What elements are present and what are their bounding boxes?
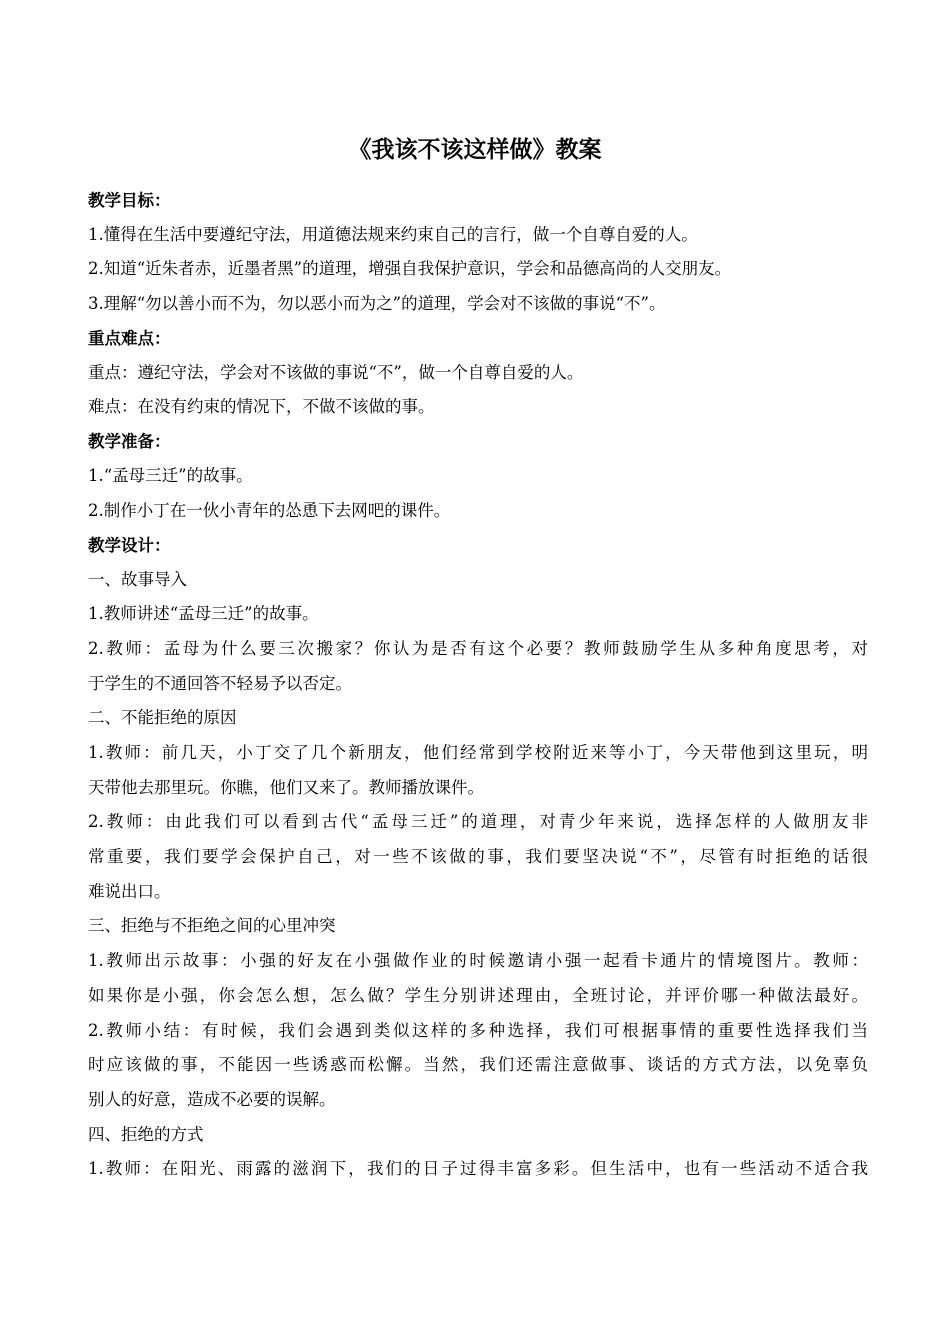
paragraph-line: 2.教师：由此我们可以看到古代“孟母三迁”的道理，对青少年来说，选择怎样的人做朋友非 [88,812,868,831]
objective-item: 3.理解“勿以善小而不为，勿以恶小而为之”的道理，学会对不该做的事说“不”。 [88,294,666,313]
paragraph-line: 时应该做的事，不能因一些诱惑而松懈。当然，我们还需注意做事、谈话的方式方法，以免辜负 [88,1055,868,1074]
page-title: 《我该不该这样做》教案 [348,137,602,163]
key-point-text: 重点：遵纪守法，学会对不该做的事说“不”，做一个自尊自爱的人。 [88,363,584,382]
preparation-heading: 教学准备： [88,432,171,451]
difficult-point-text: 难点：在没有约束的情况下，不做不该做的事。 [88,397,435,416]
section-title: 四、拒绝的方式 [88,1125,204,1144]
objective-item: 1.懂得在生活中要遵纪守法，用道德法规来约束自己的言行，做一个自尊自爱的人。 [88,225,698,244]
objectives-heading: 教学目标： [88,191,171,210]
paragraph-line: 2.教师：孟母为什么要三次搬家？你认为是否有这个必要？教师鼓励学生从多种角度思考，对 [88,639,868,658]
paragraph-line: 天带他去那里玩。你瞧，他们又来了。教师播放课件。 [88,778,484,797]
paragraph-line: 1.教师出示故事：小强的好友在小强做作业的时候邀请小强一起看卡通片的情境图片。教师： [88,951,868,970]
section-title: 一、故事导入 [88,570,187,589]
design-heading: 教学设计： [88,536,171,555]
paragraph-line: 难说出口。 [88,882,171,901]
preparation-item: 1.“孟母三迁”的故事。 [88,466,253,485]
paragraph-line: 如果你是小强，你会怎么想，怎么做？学生分别讲述理由，全班讨论，并评价哪一种做法最好。 [88,986,868,1005]
section-title: 二、不能拒绝的原因 [88,708,237,727]
paragraph-line: 1.教师：在阳光、雨露的滋润下，我们的日子过得丰富多彩。但生活中，也有一些活动不适合我 [88,1159,868,1178]
paragraph-line: 于学生的不通回答不轻易予以否定。 [88,674,352,693]
paragraph-line: 别人的好意，造成不必要的误解。 [88,1090,336,1109]
preparation-item: 2.制作小丁在一伙小青年的怂恿下去网吧的课件。 [88,501,451,520]
key-points-heading: 重点难点： [88,329,171,348]
objective-item: 2.知道“近朱者赤，近墨者黑”的道理，增强自我保护意识，学会和品德高尚的人交朋友。 [88,259,732,278]
paragraph-line: 1.教师讲述“孟母三迁”的故事。 [88,604,319,623]
paragraph-line: 常重要，我们要学会保护自己，对一些不该做的事，我们要坚决说“不”，尽管有时拒绝的话很 [88,847,868,866]
paragraph-line: 1.教师：前几天，小丁交了几个新朋友，他们经常到学校附近来等小丁，今天带他到这里玩，明 [88,743,868,762]
section-title: 三、拒绝与不拒绝之间的心里冲突 [88,916,336,935]
paragraph-line: 2.教师小结：有时候，我们会遇到类似这样的多种选择，我们可根据事情的重要性选择我们当 [88,1021,868,1040]
